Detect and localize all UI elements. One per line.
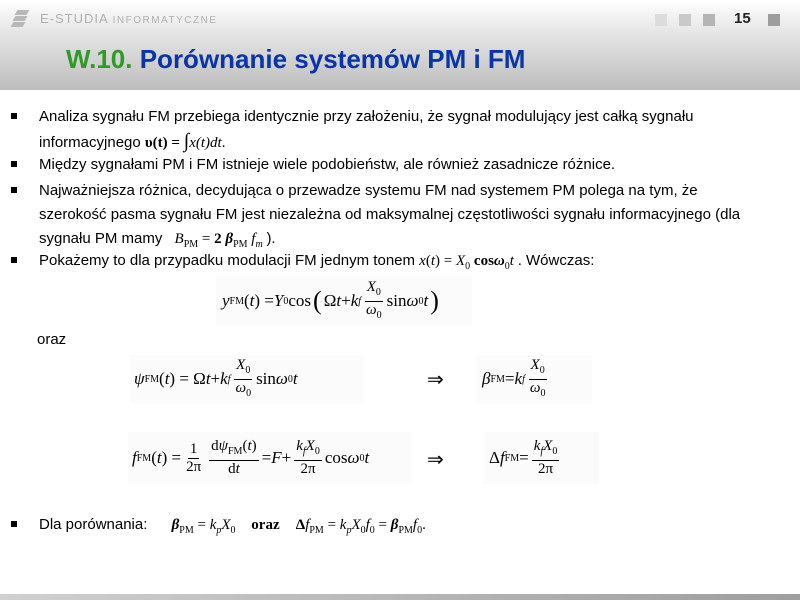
equation-delta-f-fm: Δ f FM = $\frac{k_fX_0}{2\pi}$ (483, 432, 599, 484)
page-number: 15 (734, 10, 751, 27)
title-number: W.10. (66, 44, 133, 74)
bullet-icon (11, 113, 17, 119)
title-text: Porównanie systemów PM i FM (139, 44, 526, 74)
page-title (66, 44, 525, 75)
slide-header (0, 0, 800, 90)
bullet-text: Pokażemy to dla przypadku modulacji FM jednym tonem (39, 252, 415, 269)
tone-formula: $x(t) = X_0$ cosω$_0$t (419, 253, 514, 272)
bullet-text: Dla porównania: (39, 516, 148, 533)
brand-logo (12, 10, 217, 26)
bullet-text: informacyjnego (39, 134, 141, 151)
decorative-square (679, 14, 691, 26)
bullet-text: Analiza sygnału FM przebiega identycznie przy założeniu, że sygnał modulujący jest całką sygnału (39, 108, 694, 125)
bullet-text: Między sygnałami PM i FM istnieje wiele podobieństw, ale również zasadnicze różnice. (39, 156, 616, 173)
beta-pm-formula: $\beta_{PM} = k_pX_0$ (171, 517, 236, 536)
integral-formula: υ(t) = ∫x(t)dt. (144, 130, 226, 152)
equation-beta-fm: β FM = k f $\frac{X_0}{\omega_0}$ (476, 355, 592, 403)
decorative-square (768, 14, 780, 26)
implies-arrow-icon: ⇒ (427, 369, 444, 391)
bullet-text: szerokość pasma sygnału FM jest niezależna od maksymalnej częstotliwości sygnału informacyjnego (dla (39, 206, 741, 223)
implies-arrow-icon: ⇒ (427, 449, 444, 471)
bullet-icon (11, 257, 17, 263)
decorative-square (703, 14, 715, 26)
bandwidth-formula: $B_{PM} = 2$ $\beta_{PM}$ $f_m$ (174, 231, 263, 250)
bullet-icon (11, 161, 17, 167)
logo-mark-icon (12, 10, 34, 26)
bottom-bar (0, 594, 800, 600)
bullet-text: ). (266, 230, 276, 247)
delta-f-pm-formula: $\Delta f_{PM} = k_pX_0f_0 = \beta_{PM}f_0$. (295, 517, 426, 536)
decorative-square (655, 14, 667, 26)
connector-text: oraz (251, 517, 280, 533)
equation-psi-fm: ψ FM ( t ) = Ω t + k f $\frac{X_0}{\omega_0}$ sin ω 0 t (130, 355, 364, 403)
brand-name: E-STUDIA INFORMATYCZNE (40, 10, 218, 26)
bullet-icon (11, 521, 17, 527)
oraz-label: oraz (37, 331, 67, 348)
bullet-text: . Wówczas: (517, 252, 595, 269)
bullet-text: Najważniejsza różnica, decydująca o przewadze systemu FM nad systemem PM polega na tym, że (39, 182, 698, 199)
bullet-text: sygnału PM mamy (39, 230, 163, 247)
equation-y-fm: y FM ( t ) = Y 0 cos ( Ω t + k f $\frac{X_0}{\omega_0}$ sin ω 0 t ) (216, 276, 472, 326)
bullet-icon (11, 187, 17, 193)
equation-f-fm: f FM ( t ) = $\frac{1}{2\pi}$ $\frac{d\psi_{FM}(t)}{dt}$ = F + $\frac{k_fX_0}{2\pi}$ cos ω 0 t (128, 432, 412, 484)
